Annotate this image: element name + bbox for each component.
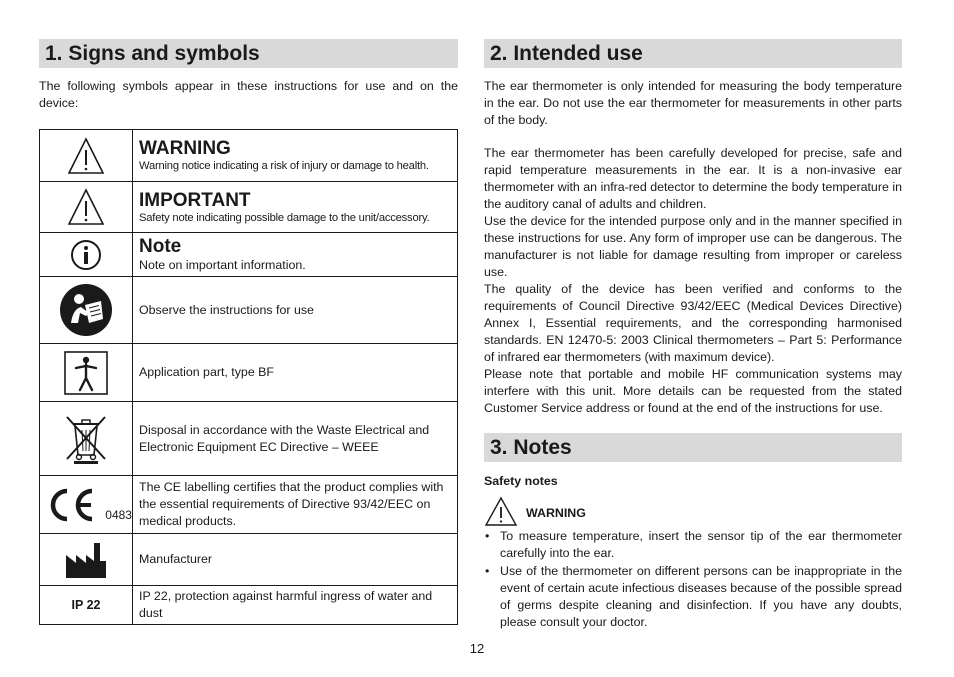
warning-title: WARNING: [139, 138, 231, 159]
weee-description: Disposal in accordance with the Waste Electrical and Electronic Equipment EC Directive – WEEE: [139, 422, 430, 454]
section-heading-intended-use: 2. Intended use: [484, 39, 902, 68]
warning-description: Warning notice indicating a risk of injury or damage to health.: [139, 160, 429, 172]
symbols-table: [39, 129, 458, 625]
intended-use-p2: The ear thermometer has been carefully developed for precise, safe and rapid temperature measurements in the ear. It is a non-invasive ear thermometer with an infra-red detector to determine the body temperature in the auditory canal of adults and children.: [484, 146, 902, 211]
signs-intro: The following symbols appear in these instructions for use and on the device:: [39, 79, 458, 110]
manufacturer-description: Manufacturer: [139, 552, 213, 566]
section-heading-notes: 3. Notes: [484, 433, 902, 462]
warning-triangle-icon: [40, 130, 133, 182]
safety-warning-label: WARNING: [526, 506, 586, 520]
info-circle-icon: [40, 233, 133, 277]
table-row: [40, 534, 458, 586]
warning-triangle-icon: [484, 496, 518, 526]
ce-notified-body-number: 0483: [105, 507, 132, 522]
type-bf-description: Application part, type BF: [139, 365, 274, 379]
crossed-bin-weee-icon: [40, 402, 133, 476]
intended-use-p1: The ear thermometer is only intended for measuring the body temperature in the ear. Do not use the ear thermometer for measurements in other parts of the body.: [484, 79, 902, 127]
table-row: [40, 344, 458, 402]
manufacturer-factory-icon: [40, 534, 133, 586]
note-title: Note: [139, 235, 182, 257]
intended-use-section: [484, 39, 902, 632]
safety-notes-title: Safety notes: [484, 474, 558, 488]
important-description: Safety note indicating possible damage to the unit/accessory.: [139, 211, 430, 224]
page-number: 12: [469, 641, 485, 656]
ce-description: The CE labelling certifies that the product complies with the essential requirements of Directive 93/42/EEC on medical products.: [139, 480, 444, 528]
important-title: IMPORTANT: [139, 189, 251, 211]
list-item: • To measure temperature, insert the sensor tip of the ear thermometer carefully into the ear.: [484, 528, 902, 562]
signs-and-symbols-section: [39, 39, 458, 625]
ip22-label: IP 22: [71, 598, 101, 612]
intended-use-p4: The quality of the device has been verified and conforms to the requirements of Council Directive 93/42/EEC (Medical Devices Directive) Annex I, Essential requirements, and the corresponding harmonised standards. EN 12470-5: 2003 Clinical thermometers – Part 5: Performance of infrared ear thermometers (with maximum device).: [484, 282, 902, 364]
table-row: [40, 130, 458, 182]
section-heading-signs: 1. Signs and symbols: [39, 39, 458, 68]
intended-use-p5: Please note that portable and mobile HF communication systems may interfere with this unit. More details can be requested from the stated Customer Service address or found at the end of the instructions for use.: [484, 367, 902, 415]
table-row: [40, 233, 458, 277]
table-row: [40, 277, 458, 344]
table-row: [40, 476, 458, 534]
instructions-description: Observe the instructions for use: [139, 302, 314, 317]
table-row: [40, 402, 458, 476]
read-instructions-icon: [40, 277, 133, 344]
type-bf-body-icon: [40, 344, 133, 402]
table-row: [40, 586, 458, 625]
warning-triangle-icon: [40, 182, 133, 233]
ce-mark-icon: [40, 476, 133, 534]
list-item: • Use of the thermometer on different persons can be inappropriate in the event of certain acute infectious diseases because of the possible spread of germs despite cleaning and disinfection. If you have any doubts, please consult your doctor.: [484, 563, 902, 631]
warning-row: [484, 496, 902, 526]
note-description: Note on important information.: [139, 257, 306, 272]
ip22-description: IP 22, protection against harmful ingress of water and dust: [139, 589, 433, 620]
safety-bullet-list: [484, 528, 902, 631]
intended-use-p3: Use the device for the intended purpose only and in the manner specified in these instructions for use. Any form of improper use can be dangerous. The manufacturer is not liable for damage resulting from improper or careless use.: [484, 214, 902, 279]
table-row: [40, 182, 458, 233]
